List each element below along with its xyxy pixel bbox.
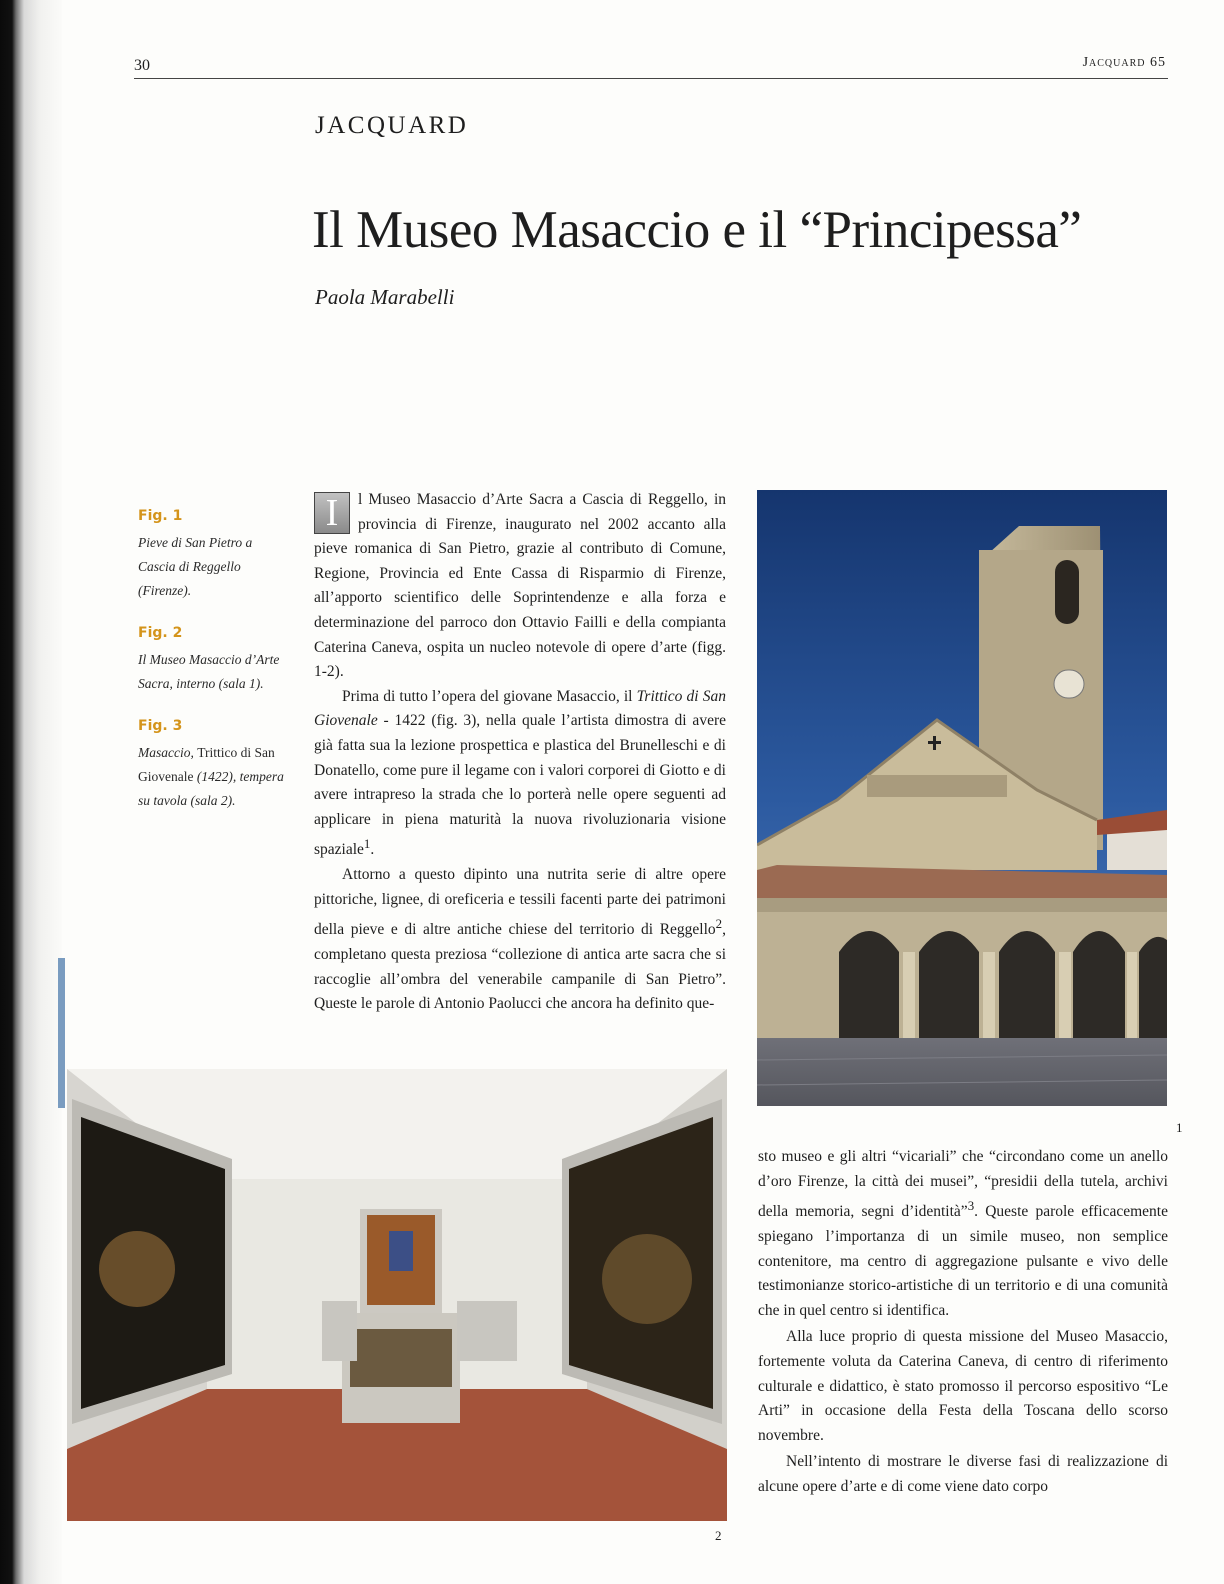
page-edge-tab [58, 958, 65, 1108]
article-title: Il Museo Masaccio e il “Principessa” [312, 201, 1082, 259]
paragraph-text: , completano questa preziosa “collezione di antica arte sacra che si raccoglie all’ombra del venerabile campanile di San Pietro”. Queste le parole di Antonio Paolucci che ancora ha definito que- [314, 921, 726, 1013]
caption-label: Fig. 1 [138, 508, 183, 524]
header-rule [134, 78, 1168, 79]
paragraph-text: Prima di tutto l’opera del giovane Masaccio, il [342, 687, 637, 705]
paragraph [758, 1145, 1168, 1323]
page-binding-shadow [0, 0, 62, 1584]
paragraph-text: Attorno a questo dipinto una nutrita serie di altre opere pittoriche, lignee, di oreficeria e tessili facenti parte dei patrimoni della pieve e di altre antiche chiese del territorio di Reggello [314, 866, 726, 939]
body-column-right [758, 1145, 1168, 1499]
caption-fig-2 [138, 625, 288, 696]
footnote-ref[interactable]: 2 [715, 916, 723, 932]
drop-cap: I [314, 492, 350, 534]
running-header-issue: 65 [1150, 55, 1166, 70]
figure-captions [138, 508, 288, 835]
caption-text: Il Museo Masaccio d’Arte Sacra, interno (sala 1). [138, 652, 280, 691]
paragraph: Alla luce proprio di questa missione del Museo Masaccio, fortemente voluta da Caterina Caneva, di centro di riferimento culturale e didattico, è stato promosso il percorso espositivo “Le Arti” in occasione della Festa della Toscana dello scorso novembre. [758, 1328, 1168, 1444]
caption-text-part: Trittico di San Giovenale [138, 745, 275, 784]
running-header [1083, 55, 1166, 71]
caption-text: Pieve di San Pietro a Cascia di Reggello (Firenze). [138, 535, 253, 598]
page-number: 30 [134, 57, 150, 74]
caption-label: Fig. 2 [138, 625, 183, 641]
figure-1-church-photo [757, 490, 1167, 1106]
caption-fig-3 [138, 718, 288, 813]
figure-2-museum-interior-photo [67, 1069, 727, 1521]
paragraph: Nell’intento di mostrare le diverse fasi di realizzazione di alcune opere d’arte e di come viene dato corpo [758, 1453, 1168, 1495]
caption-text [138, 741, 288, 813]
paragraph-text: - 1422 (fig. 3), nella quale l’artista dimostra di avere già fatta sua la lezione prospettica e plastica del Brunelleschi e di Donatello, come pure il legame con i valori corporei di Giotto e di avere intrapreso la strada che lo porterà nelle opere seguenti ad applicare in piena maturità la nuova rivoluzionaria visione spaziale [314, 712, 726, 859]
footnote-ref[interactable]: 1 [363, 836, 371, 852]
paragraph-text: . Queste parole efficacemente spiegano l’importanza di un simile museo, non semplice contenitore, ma centro di aggregazione pulsante e vivo delle testimonianze storico-artistiche di un territorio e di una comunità che in quel centro si identifica. [758, 1203, 1168, 1319]
paragraph-text: . [370, 841, 375, 859]
paragraph-text: sto museo e gli altri “vicariali” che “circondano come un anello d’oro Firenze, la città dei musei”, “presidii della tutela, archivi della memoria, segni d’identità” [758, 1148, 1168, 1221]
section-title: JACQUARD [315, 112, 469, 139]
caption-fig-1 [138, 508, 288, 603]
caption-text-part: Masaccio, [138, 745, 194, 760]
caption-label: Fig. 3 [138, 718, 183, 734]
paragraph-text: l Museo Masaccio d’Arte Sacra a Cascia di Reggello, in provincia di Firenze, inaugurato nel 2002 accanto alla pieve romanica di San Pietro, grazie al contributo di Comune, Regione, Provincia ed Ente Cassa di Risparmio di Firenze, all’apporto scientifico delle Soprintendenze e alla forza e determinazione del parroco don Ottavio Failli e della compianta Caterina Caneva, ospita un nucleo notevole di opere d’arte (figg. 1-2). [314, 491, 726, 681]
paragraph [314, 488, 726, 685]
article-author: Paola Marabelli [315, 285, 455, 309]
footnote-ref[interactable]: 3 [967, 1198, 975, 1214]
running-header-journal: Jacquard [1082, 55, 1146, 70]
paragraph [314, 685, 726, 863]
caption-text-part: (1422), tempera su tavola (sala 2). [138, 769, 284, 808]
body-column-left [314, 488, 726, 1017]
figure-1-number: 1 [1176, 1120, 1183, 1135]
paragraph [314, 863, 726, 1017]
figure-2-number: 2 [715, 1528, 722, 1543]
artwork-title: Trittico di San Giovenale [314, 687, 726, 730]
